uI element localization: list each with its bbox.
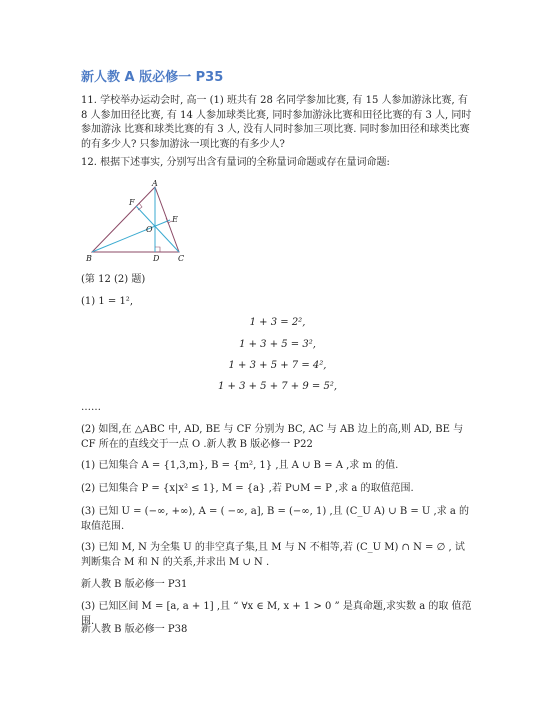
equation-4: 1 + 3 + 5 + 7 + 9 = 5², (217, 381, 338, 392)
label-C: C (178, 254, 185, 263)
triangle-outline (92, 187, 179, 252)
triangle-figure (82, 180, 192, 266)
item-1: (1) 1 = 1², (81, 296, 133, 307)
ellipsis: …… (81, 402, 101, 413)
exercise-b4: (3) 已知 M, N 为全集 U 的非空真子集,且 M 与 N 不相等,若 (C_U M) ∩ N = ∅ , 试判断集合 M 和 N 的关系,并求出 M ∪ N . (81, 542, 465, 568)
source-p38: 新人教 B 版必修一 P38 (81, 624, 188, 635)
question-11: 11. 学校举办运动会时, 高一 (1) 班共有 28 名同学参加比赛, 有 15 人参加游泳比赛, 有 8 人参加田径比赛, 有 14 人参加球类比赛, 同时参加游泳比赛和田径比赛的有 3 人, 同时参加游泳 比赛和球类比赛的有 3 人, 没有人同时参加三项比赛. 同时参加田径和球类比赛的有多少人? 只参加游泳一项比赛的有多少人? (81, 95, 472, 150)
question-12: 12. 根据下述事实, 分别写出含有量词的全称量词命题或存在量词命题: (81, 157, 390, 168)
exercise-b1: (1) 已知集合 A = {1,3,m}, B = {m², 1} ,且 A ∪ B = A ,求 m 的值. (81, 460, 399, 471)
exercise-b3: (3) 已知 U = (−∞, +∞), A = ( −∞, a], B = (−∞, 1) ,且 (C_U A) ∪ B = U ,求 a 的取值范围. (81, 506, 470, 532)
label-A: A (152, 180, 158, 188)
equation-1: 1 + 3 = 2², (249, 317, 306, 328)
label-B: B (86, 254, 92, 263)
label-D: D (153, 254, 160, 263)
figure-caption: (第 12 (2) 题) (81, 274, 146, 285)
exercise-b5: (3) 已知区间 M = [a, a + 1] ,且 “ ∀x ∈ M, x + 1 > 0 ” 是真命题,求实数 a 的取 值范围. (81, 601, 472, 627)
equation-3: 1 + 3 + 5 + 7 = 4², (228, 360, 327, 371)
exercise-b2: (2) 已知集合 P = {x|x² ≤ 1}, M = {a} ,若 P∪M = P ,求 a 的取值范围. (81, 483, 414, 494)
label-O: O (146, 225, 153, 234)
source-p31: 新人教 B 版必修一 P31 (81, 579, 188, 590)
altitude-lines (92, 187, 179, 252)
label-F: F (129, 198, 135, 207)
label-E: E (172, 215, 178, 224)
page-title: 新人教 A 版必修一 P35 (81, 70, 224, 85)
equation-2: 1 + 3 + 5 = 3², (239, 339, 316, 350)
item-2: (2) 如图,在 △ABC 中, AD, BE 与 CF 分别为 BC, AC 与 AB 边上的高,则 AD, BE 与 CF 所在的直线交于一点 O .新人教 B 版必修一 P22 (81, 424, 464, 450)
